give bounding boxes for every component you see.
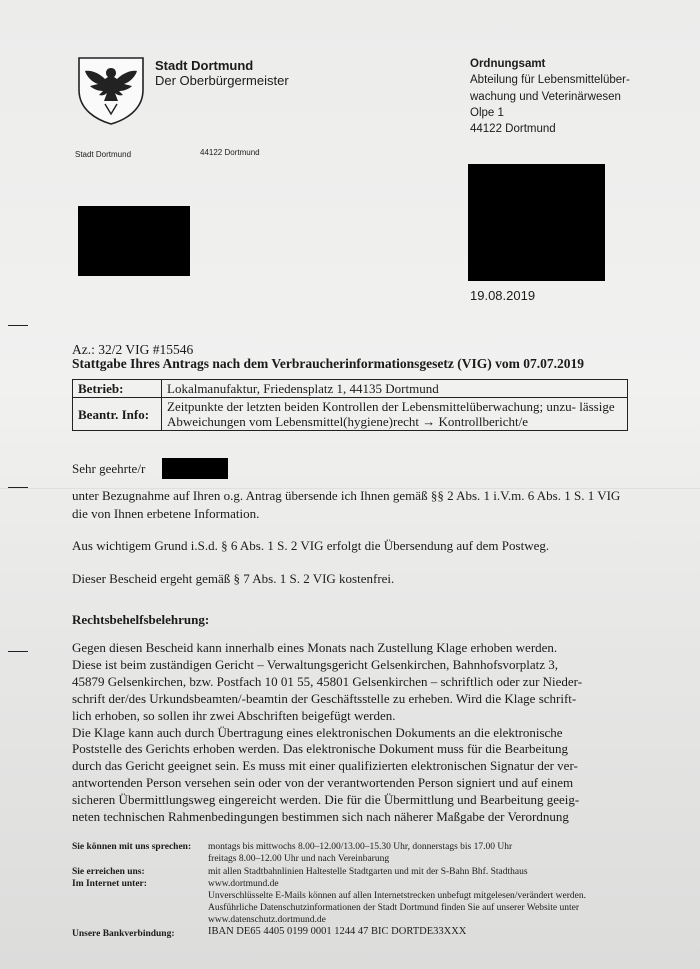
office-name: Der Oberbürgermeister	[155, 73, 289, 88]
footer-contact-hours: montags bis mittwochs 8.00–12.00/13.00–15.30 Uhr, donnerstags bis 17.00 Uhr	[208, 842, 513, 852]
legal-line: neten technischen Rahmenbedingungen bestimmen sich nach näherer Maßgabe der Verordnung	[72, 809, 569, 825]
legal-line: schrift der/des Urkundsbeamten/-beamtin der Geschäftsstelle zu erheben. Wird die Klage schrift-	[72, 690, 577, 706]
info-table	[72, 379, 628, 431]
department-line: wachung und Veterinärwesen	[470, 91, 621, 103]
table-value: Zeitpunkte der letzten beiden Kontrollen der Lebensmittelüberwachung; unzu- lässige Abweichungen vom Lebensmittel(hygiene)recht → Kontrollbericht/e	[162, 398, 628, 431]
legal-text	[72, 640, 642, 826]
paragraph: Aus wichtigem Grund i.S.d. § 6 Abs. 1 S. 2 VIG erfolgt die Übersendung auf dem Postweg.	[72, 538, 550, 553]
sender-line-zip: 44122 Dortmund	[200, 148, 260, 157]
subject-line: Stattgabe Ihres Antrags nach dem Verbraucherinformationsgesetz (VIG) vom 07.07.2019	[72, 356, 584, 371]
table-row	[73, 398, 628, 431]
footer-bank-details: IBAN DE65 4405 0199 0001 1244 47 BIC DORTDE33XXX	[208, 926, 467, 937]
legal-line: 45879 Gelsenkirchen, bzw. Postfach 10 01 55, 45801 Gelsenkirchen – schriftlich oder zur Nieder-	[72, 673, 583, 689]
legal-line: antwortenden Person versehen sein oder von der verantwortenden Person signiert und auf einem	[72, 775, 574, 791]
department-name: Ordnungsamt	[470, 58, 546, 70]
department-line: 44122 Dortmund	[470, 123, 556, 135]
table-row	[73, 380, 628, 398]
legal-heading: Rechtsbehelfsbelehrung:	[72, 612, 210, 627]
redacted-recipient-address	[78, 206, 190, 276]
city-name: Stadt Dortmund	[155, 58, 254, 73]
sender-line-city: Stadt Dortmund	[75, 150, 132, 159]
legal-line: sicheren Übermittlungsweg eingereicht werden. Die für die Übermittlung und Bearbeitung geeig-	[72, 792, 580, 808]
footer-privacy-note: Unverschlüsselte E-Mails können auf allen Internetstrecken unbefugt mitgelesen/verändert werden.	[208, 891, 587, 901]
footer-contact-label: Sie können mit uns sprechen:	[72, 842, 192, 852]
reference-number: Az.: 32/2 VIG #15546	[72, 342, 194, 357]
department-line: Abteilung für Lebensmittelüber-	[470, 74, 630, 86]
paragraph: unter Bezugnahme auf Ihren o.g. Antrag übersende ich Ihnen gemäß §§ 2 Abs. 1 i.V.m. 6 Abs. 1 S. 1 VIG die von Ihnen erbetene Information.	[72, 488, 621, 521]
footer-web-label: Im Internet unter:	[72, 879, 147, 889]
paragraph: Dieser Bescheid ergeht gemäß § 7 Abs. 1 S. 2 VIG kostenfrei.	[72, 571, 395, 586]
footer-web-link: www.dortmund.de	[208, 879, 279, 889]
legal-line: lich erhoben, so sollen ihr zwei Abschriften beigefügt werden.	[72, 707, 396, 723]
redacted-contact-block	[468, 164, 605, 281]
salutation: Sehr geehrte/r	[72, 461, 146, 476]
footer-bank-label: Unsere Bankverbindung:	[72, 929, 175, 939]
department-line: Olpe 1	[470, 107, 504, 119]
table-value: Lokalmanufaktur, Friedensplatz 1, 44135 Dortmund	[162, 380, 628, 398]
legal-line: Poststelle des Gerichts erhoben werden. Das elektronische Dokument muss für die Bearbeitung	[72, 741, 569, 757]
hole-punch-mark	[8, 651, 28, 652]
fold-mark-top	[8, 325, 28, 326]
legal-line: Die Klage kann auch durch Übertragung eines elektronischen Dokuments an die elektronische	[72, 724, 563, 740]
fold-mark-middle	[8, 487, 28, 488]
footer-contact-hours: freitags 8.00–12.00 Uhr und nach Vereinbarung	[208, 854, 390, 864]
legal-line: Gegen diesen Bescheid kann innerhalb eines Monats nach Zustellung Klage erhoben werden.	[72, 640, 558, 655]
legal-line: Diese ist beim zuständigen Gericht – Verwaltungsgericht Gelsenkirchen, Bahnhofsvorplatz 3,	[72, 656, 559, 672]
footer-reach-label: Sie erreichen uns:	[72, 867, 145, 877]
legal-line: durch das Gericht geeignet sein. Es muss mit einer qualifizierten elektronischen Signatur der ver-	[72, 758, 578, 774]
footer-privacy-note: Ausführliche Datenschutzinformationen der Stadt Dortmund finden Sie auf unserer Website unter	[208, 903, 580, 913]
letter-date: 19.08.2019	[470, 288, 536, 303]
footer-reach-value: mit allen Stadtbahnlinien Haltestelle Stadtgarten und mit der S-Bahn Bhf. Stadthaus	[208, 867, 528, 877]
table-label: Beantr. Info:	[73, 398, 162, 431]
footer-privacy-link: www.datenschutz.dortmund.de	[208, 915, 326, 925]
coat-of-arms-logo	[75, 54, 147, 126]
redacted-recipient-name	[162, 458, 228, 479]
table-label: Betrieb:	[73, 380, 162, 398]
